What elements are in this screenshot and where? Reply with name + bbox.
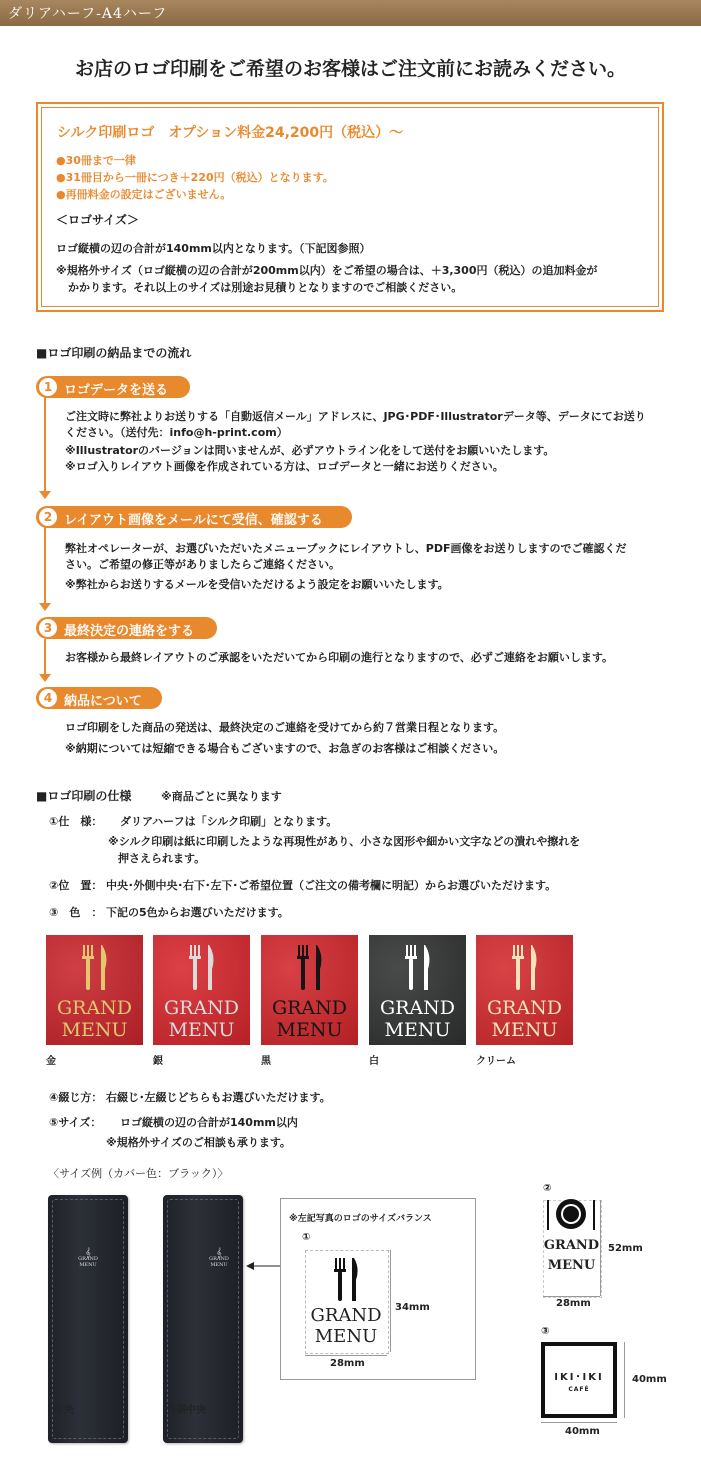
color-swatch: [369, 935, 466, 1045]
oversize-note: ※規格外サイズ（ロゴ縦横の辺の合計が200mm以内）をご希望の場合は、＋3,300円（税込）の追加料金が: [56, 264, 598, 277]
spec-item-text: 下記の5色からお選びいただけます。: [106, 906, 289, 919]
height-dimension: 40mm: [632, 1374, 667, 1385]
swatch-label: 白: [369, 1056, 379, 1067]
swatch-label: 金: [46, 1056, 56, 1067]
arrow-down-icon: [39, 491, 51, 499]
spec-item-note: ※シルク印刷は紙に印刷したような再現性があり、小さな図形や細かい文字などの潰れや擦れを: [108, 835, 581, 848]
spec-item-note: ※規格外サイズのご相談も承ります。: [106, 1136, 291, 1149]
step-3-text: [65, 650, 670, 666]
fork-knife-icon: [295, 945, 325, 991]
option-bullet: ●再冊料金の設定はございません。: [56, 188, 232, 201]
example-number: ③: [541, 1326, 550, 1337]
swatch-text: GRAND: [56, 997, 133, 1019]
swatch-text: GRAND: [379, 997, 456, 1019]
step-line: ロゴ印刷をした商品の発送は、最終決定のご連絡を受けてから約７営業日程となります。: [65, 721, 505, 734]
fork-knife-icon: [510, 945, 540, 991]
plate-icon: [541, 1197, 601, 1233]
dimension-line: [390, 1250, 391, 1352]
color-swatch: [46, 935, 143, 1045]
width-dimension: 28mm: [556, 1298, 591, 1309]
flow-connector: [44, 527, 46, 604]
step-line: さい。ご希望の修正等がありましたらご連絡ください。: [65, 558, 340, 571]
flow-heading: ■ロゴ印刷の納品までの流れ: [36, 346, 192, 360]
dimension-line: [600, 1200, 601, 1296]
step-line: ※弊社からお送りするメールを受信いただけるよう設定をお願いいたします。: [65, 578, 449, 591]
spec-heading: ■ロゴ印刷の仕様: [36, 789, 132, 803]
spec-item-text: 中央･外側中央･右下･左下･ご希望位置（ご注文の備考欄に明記）からお選びいただけます。: [106, 879, 557, 892]
swatch-text: MENU: [168, 1019, 235, 1041]
step-4-badge: [36, 687, 162, 709]
swatch-text: GRAND: [486, 997, 563, 1019]
option-title: シルク印刷ロゴ オプション料金24,200円（税込）〜: [57, 125, 404, 141]
step-label: 納品について: [64, 694, 142, 709]
example-logo-text: IKI･IKI: [554, 1372, 604, 1383]
step-line: ※Illustratorのバージョンは問いませんが、必ずアウトライン化をして送付をお願いいたします。: [65, 444, 555, 457]
example-logo-text: GRAND MENU: [543, 1238, 600, 1273]
step-number: 4: [39, 689, 57, 707]
example-logo-subtext: CAFÉ: [568, 1386, 590, 1393]
book-caption: 外側中央: [166, 1405, 206, 1416]
fork-knife-icon: [403, 945, 433, 991]
swatch-label: 銀: [153, 1056, 163, 1067]
step-1-text: [65, 409, 670, 475]
fork-knife-icon: [187, 945, 217, 991]
color-swatch: [476, 935, 573, 1045]
step-2-text: [65, 541, 670, 593]
notice-heading: お店のロゴ印刷をご希望のお客様はご注文前にお読みください。: [74, 58, 626, 80]
balance-logo-text: GRAND MENU: [310, 1305, 382, 1347]
step-label: 最終決定の連絡をする: [64, 624, 195, 639]
spec-item-label: ④綴じ方：: [49, 1091, 103, 1104]
step-4-text: [65, 720, 670, 757]
width-dimension: 28mm: [330, 1358, 365, 1369]
balance-number: ①: [302, 1232, 311, 1243]
option-bullet: ●31冊目から一冊につき＋220円（税込）となります。: [56, 171, 334, 184]
step-number: 1: [39, 378, 57, 396]
swatch-text: MENU: [384, 1019, 451, 1041]
swatch-text: MENU: [61, 1019, 128, 1041]
spec-heading-note: ※商品ごとに異なります: [161, 790, 282, 803]
step-line: ください。（送付先：info@h-print.com）: [65, 426, 288, 439]
step-number: 2: [39, 508, 57, 526]
fork-knife-icon: [326, 1256, 366, 1304]
height-dimension: 34mm: [395, 1302, 430, 1313]
book-logo: 𝄞 GRAND MENU: [209, 1248, 229, 1268]
height-dimension: 52mm: [608, 1243, 643, 1254]
swatch-text: MENU: [491, 1019, 558, 1041]
spec-item-label: ①仕 様：: [49, 815, 103, 828]
step-line: ご注文時に弊社よりお送りする「自動返信メール」アドレスに、JPG･PDF･Illustratorデータ等、データにてお送り: [65, 410, 646, 423]
arrow-down-icon: [39, 674, 51, 682]
color-swatch: [153, 935, 250, 1045]
flow-connector: [44, 396, 46, 492]
step-label: レイアウト画像をメールにて受信、確認する: [64, 513, 323, 528]
dimension-line: [543, 1296, 600, 1297]
title-bar: [0, 0, 701, 26]
step-label: ロゴデータを送る: [64, 383, 169, 398]
step-number: 3: [39, 619, 57, 637]
step-line: 弊社オペレーターが、お選びいただいたメニューブックにレイアウトし、PDF画像をお送りしますのでご確認くだ: [65, 542, 627, 555]
size-example-heading: 〈サイズ例（カバー色：ブラック）〉: [48, 1167, 229, 1180]
dimension-line: [624, 1342, 625, 1418]
step-3-badge: [36, 617, 217, 639]
spec-item-label: ⑤サイズ：: [49, 1116, 102, 1129]
width-dimension: 40mm: [565, 1426, 600, 1437]
spec-item-label: ②位 置：: [49, 879, 103, 892]
logo-size-text: ロゴ縦横の辺の合計が140mm以内となります。（下記図参照）: [56, 242, 371, 255]
book-caption: 中央: [54, 1405, 74, 1416]
swatch-text: GRAND: [271, 997, 348, 1019]
oversize-note-cont: かかります。それ以上のサイズは別途お見積りとなりますのでご相談ください。: [68, 281, 463, 294]
swatch-label: 黒: [261, 1056, 271, 1067]
swatch-text: MENU: [276, 1019, 343, 1041]
dimension-line: [541, 1422, 617, 1423]
spec-item-text: ダリアハーフは「シルク印刷」となります。: [120, 815, 338, 828]
flow-connector: [44, 639, 46, 675]
color-swatch: [261, 935, 358, 1045]
logo-size-heading: ＜ロゴサイズ＞: [56, 213, 140, 227]
example-number: ②: [543, 1183, 552, 1194]
page-title: ダリアハーフ-A4ハーフ: [8, 6, 168, 22]
swatch-text: GRAND: [163, 997, 240, 1019]
spec-item-text: 右綴じ･左綴じどちらもお選びいただけます。: [106, 1091, 331, 1104]
option-bullet: ●30冊まで一律: [56, 154, 136, 167]
book-logo: 𝄞 GRAND MENU: [78, 1248, 98, 1268]
arrow-down-icon: [39, 603, 51, 611]
swatch-label: クリーム: [476, 1056, 516, 1067]
dimension-line: [305, 1355, 387, 1356]
arrow-left-icon: [246, 1260, 282, 1272]
step-line: ※納期については短縮できる場合もございますので、お急ぎのお客様はご相談ください。: [65, 742, 505, 755]
spec-item-label: ③ 色 ：: [49, 906, 103, 919]
step-line: お客様から最終レイアウトのご承認をいただいてから印刷の進行となりますので、必ずご連絡をお願いします。: [65, 651, 614, 664]
step-line: ※ロゴ入りレイアウト画像を作成されている方は、ロゴデータと一緒にお送りください。: [65, 460, 504, 473]
spec-item-text: ロゴ縦横の辺の合計が140mm以内: [120, 1116, 298, 1129]
step-2-badge: [36, 506, 352, 528]
step-1-badge: [36, 376, 190, 398]
spec-item-note: 押さえられます。: [118, 852, 206, 865]
fork-knife-icon: [80, 945, 110, 991]
balance-title: ※左記写真のロゴのサイズバランス: [289, 1214, 432, 1224]
